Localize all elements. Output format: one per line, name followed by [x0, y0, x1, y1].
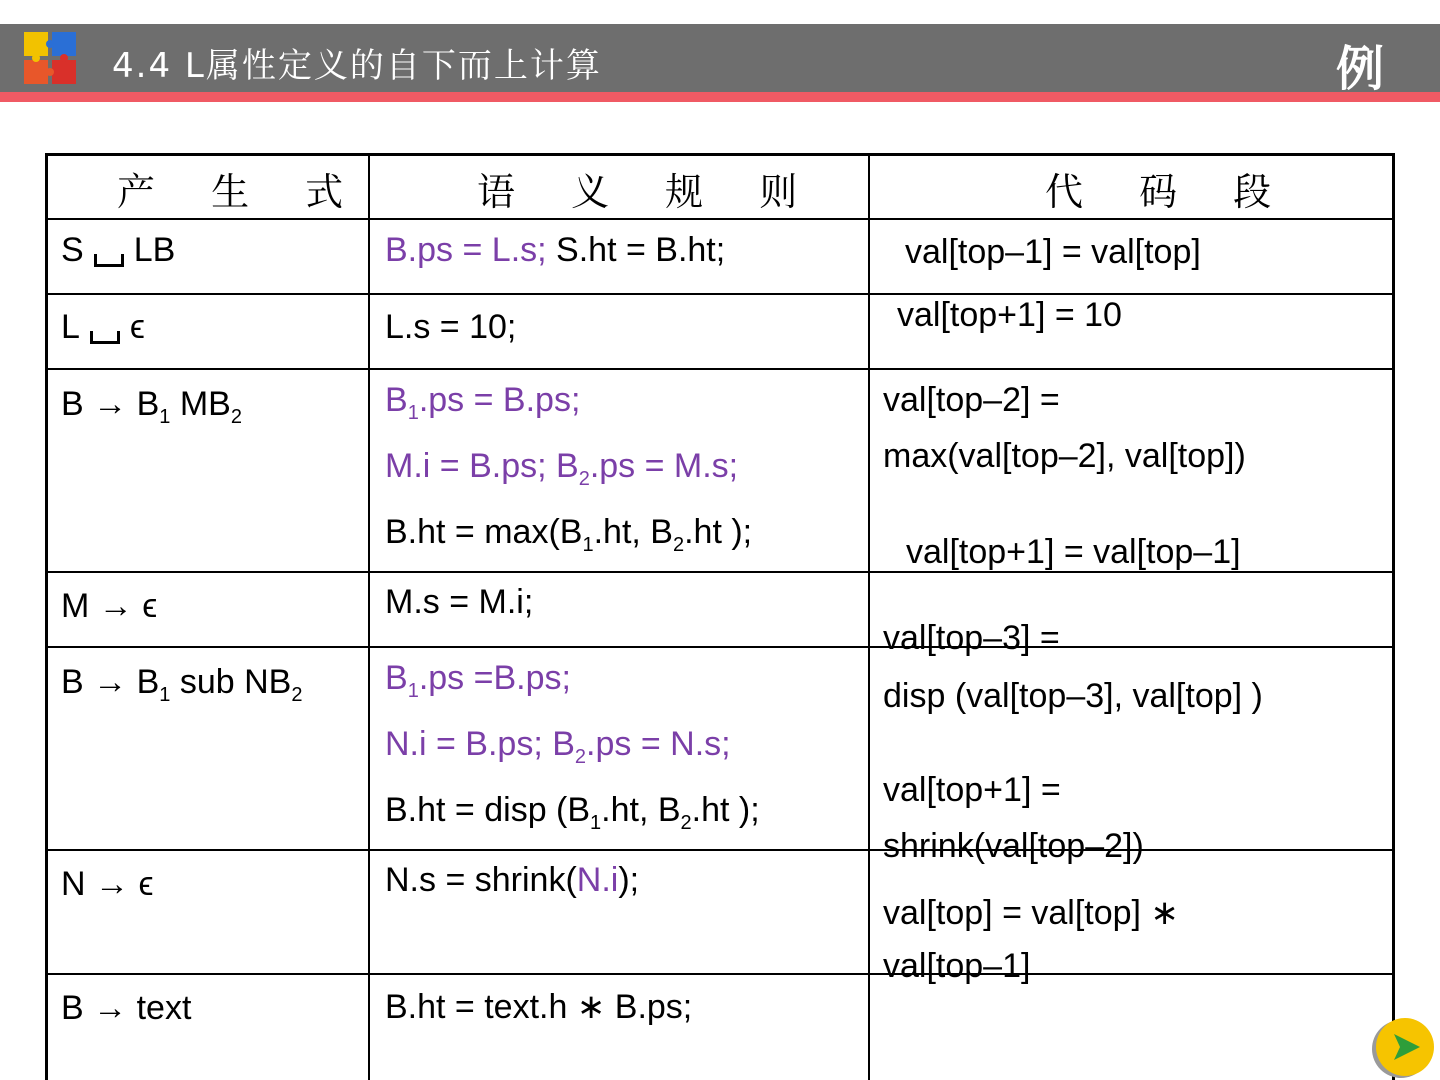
code-cell: val[top–2] = — [883, 381, 1060, 419]
rule-cell: B.ht = disp ($B_1.ht$, $B_2.ht$ ); — [385, 791, 760, 834]
column-header-semantic-rules: 语 义 规 则 — [477, 170, 820, 214]
code-cell: disp (val[top–3], val[top] ) — [883, 677, 1263, 715]
row-divider — [45, 293, 1395, 295]
code-cell: val[top+1] = 10 — [897, 296, 1122, 334]
example-label: 例 — [1335, 41, 1384, 97]
arrow-glyph-icon — [90, 331, 120, 344]
rule-cell: $B_1.ps =B.ps$; — [385, 659, 571, 702]
code-cell: val[top–1] = val[top] — [905, 233, 1201, 271]
code-cell: val[top+1] = val[top–1] — [906, 533, 1241, 571]
arrow-glyph-icon — [94, 254, 124, 267]
production-cell: L ϵ — [61, 308, 145, 346]
production-cell: $B \to B_1$ $MB_2$ — [61, 385, 242, 428]
code-cell: val[top–1] — [883, 947, 1031, 985]
code-cell: shrink(val[top–2]) — [883, 827, 1144, 865]
rule-cell: M.s = M.i; — [385, 583, 534, 621]
column-divider — [368, 153, 370, 1080]
production-cell: M → ϵ — [61, 587, 158, 625]
row-divider — [45, 973, 1395, 975]
row-divider — [45, 368, 1395, 370]
rule-cell: $B.ht = \max(B_1.ht$, $B_2.ht$ ); — [385, 513, 753, 556]
rule-cell: $B_1.ps = B.ps$; — [385, 381, 581, 424]
code-cell: val[top+1] = — [883, 771, 1061, 809]
row-divider — [45, 218, 1395, 220]
rule-cell: B.ps = L.s; S.ht = B.ht; — [385, 231, 726, 269]
code-cell: val[top] = val[top] ∗ — [883, 894, 1179, 932]
production-cell: $B \to B_1$ sub $NB_2$ — [61, 663, 303, 706]
production-cell: S LB — [61, 231, 176, 269]
row-divider — [45, 646, 1395, 648]
rule-cell: N.s = shrink(N.i); — [385, 861, 640, 899]
title-bar-stripe — [0, 92, 1440, 102]
rule-cell: L.s = 10; — [385, 308, 517, 346]
production-cell: N → ϵ — [61, 865, 154, 903]
next-slide-button[interactable] — [1376, 1018, 1434, 1076]
rule-cell: B.ht = text.h ∗ B.ps; — [385, 988, 693, 1026]
column-header-code: 代 码 段 — [1045, 170, 1294, 214]
slide-title: 4.4 L属性定义的自下而上计算 — [112, 46, 602, 86]
row-divider — [45, 849, 1395, 851]
puzzle-logo-icon — [22, 30, 78, 86]
code-cell: max(val[top–2], val[top]) — [883, 437, 1246, 475]
column-divider — [868, 153, 870, 1080]
rule-cell: M.i = B.ps; $B_2.ps = M.s$; — [385, 447, 739, 490]
rule-cell: N.i = B.ps; $B_2.ps = N.s$; — [385, 725, 731, 768]
semantic-table — [45, 153, 1395, 1080]
column-header-production: 产 生 式 — [117, 170, 366, 214]
next-arrow-icon — [1376, 1018, 1434, 1076]
code-cell: val[top–3] = — [883, 619, 1060, 657]
production-cell: B → text — [61, 989, 192, 1027]
